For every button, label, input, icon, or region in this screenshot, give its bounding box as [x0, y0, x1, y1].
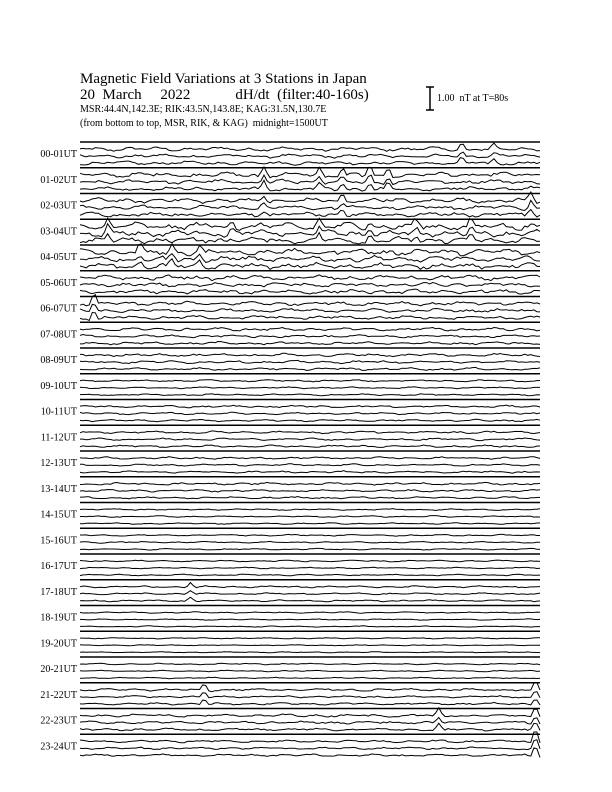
trace-rik — [80, 152, 540, 158]
row-label: 13-14UT — [40, 483, 77, 495]
row-label: 10-11UT — [40, 406, 77, 418]
trace-msr — [80, 367, 540, 370]
trace-kag — [80, 405, 540, 408]
row-label: 19-20UT — [40, 638, 77, 650]
row-label: 00-01UT — [40, 149, 77, 160]
trace-rik — [80, 412, 540, 414]
row-label: 03-04UT — [40, 226, 77, 238]
hour-row-10-11UT — [41, 400, 540, 422]
row-label: 15-16UT — [40, 535, 77, 547]
hour-row-04-05UT — [40, 244, 540, 270]
hour-row-15-16UT — [40, 528, 540, 550]
trace-rik — [80, 670, 540, 672]
trace-msr — [80, 289, 540, 294]
row-label: 05-06UT — [40, 277, 77, 289]
trace-kag — [80, 638, 540, 639]
hour-row-23-24UT — [40, 732, 540, 758]
trace-kag — [80, 482, 540, 485]
row-label: 04-05UT — [40, 252, 77, 263]
trace-rik — [80, 541, 540, 543]
date-label: 20 March 2022 — [80, 87, 191, 103]
trace-kag — [80, 431, 540, 434]
trace-msr — [80, 677, 540, 678]
trace-msr — [80, 342, 540, 345]
row-label: 07-08UT — [40, 329, 77, 341]
trace-kag — [80, 583, 540, 588]
trace-kag — [80, 353, 540, 356]
trace-msr — [80, 210, 540, 218]
trace-msr — [80, 445, 540, 447]
trace-msr — [80, 652, 540, 653]
station-coordinates: MSR:44.4N,142.3E; RIK:43.5N,143.8E; KAG:31.5N,130.7E — [80, 104, 327, 115]
trace-msr — [80, 394, 540, 396]
row-label: 21-22UT — [40, 689, 77, 701]
row-label: 01-02UT — [40, 174, 77, 186]
chart-title: Magnetic Field Variations at 3 Stations in Japan — [80, 71, 367, 87]
trace-msr — [80, 626, 540, 627]
row-label: 23-24UT — [40, 741, 77, 753]
trace-kag — [80, 457, 540, 460]
scale-bar — [426, 87, 434, 110]
hour-row-13-14UT — [40, 477, 540, 499]
trace-kag — [80, 612, 540, 613]
trace-rik — [80, 254, 540, 263]
hour-row-07-08UT — [40, 322, 540, 345]
hour-row-19-20UT — [40, 631, 540, 653]
trace-rik — [80, 692, 540, 698]
trace-kag — [80, 663, 540, 665]
trace-rik — [80, 360, 540, 363]
hour-row-22-23UT — [40, 708, 540, 731]
trace-rik — [80, 591, 540, 595]
row-label: 08-09UT — [40, 355, 77, 366]
hour-row-14-15UT — [40, 503, 540, 525]
trace-kag — [80, 275, 540, 281]
hour-row-02-03UT — [40, 192, 540, 217]
hour-row-20-21UT — [40, 657, 540, 679]
row-label: 02-03UT — [40, 200, 77, 212]
row-label: 17-18UT — [40, 586, 77, 598]
trace-rik — [80, 283, 540, 287]
row-label: 14-15UT — [40, 509, 77, 521]
hour-row-08-09UT — [40, 348, 540, 371]
row-label: 18-19UT — [40, 612, 77, 624]
hour-row-11-12UT — [41, 425, 540, 447]
row-label: 09-10UT — [40, 380, 77, 392]
trace-msr — [80, 523, 540, 525]
trace-kag — [80, 560, 540, 562]
row-label: 12-13UT — [40, 458, 77, 469]
trace-kag — [80, 328, 540, 331]
station-order-note: (from bottom to top, MSR, RIK, & KAG) midnight=1500UT — [80, 118, 328, 129]
trace-rik — [80, 718, 540, 725]
hour-row-18-19UT — [40, 606, 540, 628]
hour-row-21-22UT — [40, 683, 540, 705]
trace-rik — [80, 438, 540, 441]
trace-kag — [80, 509, 540, 511]
trace-rik — [80, 464, 540, 466]
hour-row-12-13UT — [40, 451, 540, 473]
row-label: 22-23UT — [40, 715, 77, 727]
row-label: 06-07UT — [40, 303, 77, 315]
trace-msr — [80, 723, 540, 731]
trace-msr — [80, 313, 540, 321]
hour-row-01-02UT — [40, 167, 540, 191]
quantity-label: dH/dt (filter:40-160s) — [235, 87, 369, 103]
trace-msr — [80, 748, 540, 758]
row-label: 11-12UT — [40, 432, 77, 444]
trace-rik — [80, 387, 540, 389]
hour-row-17-18UT — [40, 580, 540, 602]
trace-msr — [80, 158, 540, 166]
trace-rik — [80, 335, 540, 338]
hour-row-05-06UT — [40, 271, 540, 294]
trace-rik — [80, 224, 540, 238]
trace-msr — [80, 574, 540, 576]
hour-row-09-10UT — [40, 374, 540, 396]
scale-bar-label: 1.00 nT at T=80s — [437, 93, 509, 104]
trace-msr — [80, 700, 540, 705]
hour-row-06-07UT — [40, 295, 540, 321]
hour-row-03-04UT — [40, 218, 540, 244]
row-label: 20-21UT — [40, 664, 77, 675]
hourly-panels — [40, 142, 540, 758]
trace-msr — [80, 471, 540, 474]
trace-kag — [80, 143, 540, 151]
trace-kag — [80, 380, 540, 382]
trace-msr — [80, 419, 540, 422]
trace-rik — [80, 619, 540, 620]
trace-msr — [80, 597, 540, 602]
trace-rik — [80, 567, 540, 569]
trace-kag — [80, 534, 540, 536]
trace-kag — [80, 683, 540, 692]
row-label: 16-17UT — [40, 561, 77, 572]
trace-rik — [80, 200, 540, 210]
hour-row-00-01UT — [40, 142, 540, 165]
trace-msr — [80, 548, 540, 550]
trace-rik — [80, 304, 540, 312]
trace-rik — [80, 645, 540, 646]
trace-rik — [80, 490, 540, 493]
trace-msr — [80, 497, 540, 499]
hour-row-16-17UT — [40, 554, 540, 576]
trace-rik — [80, 516, 540, 518]
